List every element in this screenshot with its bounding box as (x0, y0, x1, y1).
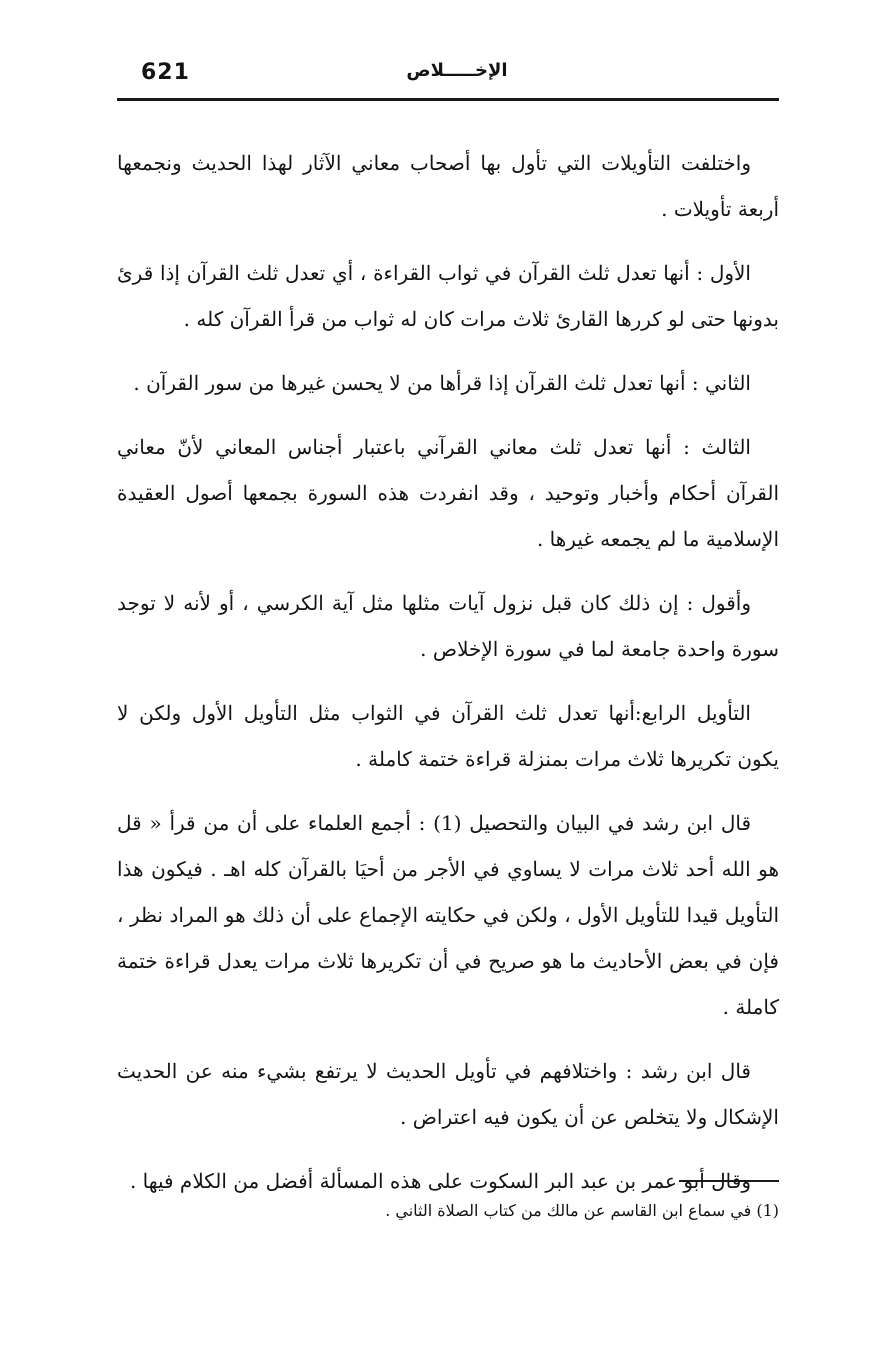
page-header (117, 50, 779, 101)
footnote-divider (679, 1180, 779, 1182)
page-number: 621 (141, 60, 190, 85)
paragraph: وقال أبو عمر بن عبد البر السكوت على هذه المسألة أفضل من الكلام فيها . (129, 1169, 751, 1193)
paragraph: واختلفت التأويلات التي تأول بها أصحاب معاني الآثار لهذا الحديث ونجمعها أربعة تأويلات . (117, 151, 779, 221)
body-text (117, 140, 779, 1222)
paragraph: قال ابن رشد في البيان والتحصيل (1) : أجمع العلماء على أن من قرأ « قل هو الله أحد ثلاث مرات لا يساوي في الأجر من أحيَا بالقرآن كله اهـ . فيكون هذا التأويل قيدا للتأويل الأول ، ولكن في حكايته الإجماع على أن ذلك هو المراد نظر ، فإن في بعض الأحاديث ما هو صريح في أن تكريرها ثلاث مرات يعدل قراءة ختمة كاملة . (117, 811, 779, 1019)
paragraph: قال ابن رشد : واختلافهم في تأويل الحديث لا يرتفع بشيء منه عن الحديث الإشكال ولا يتخلص عن أن يكون فيه اعتراض . (117, 1059, 779, 1129)
paragraph: الثالث : أنها تعدل ثلث معاني القرآني باعتبار أجناس المعاني لأنّ معاني القرآن أحكام وأخبار وتوحيد ، وقد انفردت هذه السورة بجمعها أصول العقيدة الإسلامية ما لم يجمعه غيرها . (117, 435, 779, 551)
running-title: الإخـــــلاص (406, 60, 508, 81)
paragraph: الثاني : أنها تعدل ثلث القرآن إذا قرأها من لا يحسن غيرها من سور القرآن . (133, 371, 751, 395)
paragraph: وأقول : إن ذلك كان قبل نزول آيات مثلها مثل آية الكرسي ، أو لأنه لا توجد سورة واحدة جامعة لما في سورة الإخلاص . (117, 591, 779, 661)
footnote: (1) في سماع ابن القاسم عن مالك من كتاب الصلاة الثاني . (385, 1201, 779, 1220)
paragraph: الأول : أنها تعدل ثلث القرآن في ثواب القراءة ، أي تعدل ثلث القرآن إذا قرئ بدونها حتى لو كررها القارئ ثلاث مرات كان له ثواب من قرأ القرآن كله . (117, 261, 779, 331)
paragraph: التأويل الرابع:أنها تعدل ثلث القرآن في الثواب مثل التأويل الأول ولكن لا يكون تكريرها ثلاث مرات بمنزلة قراءة ختمة كاملة . (117, 701, 779, 771)
